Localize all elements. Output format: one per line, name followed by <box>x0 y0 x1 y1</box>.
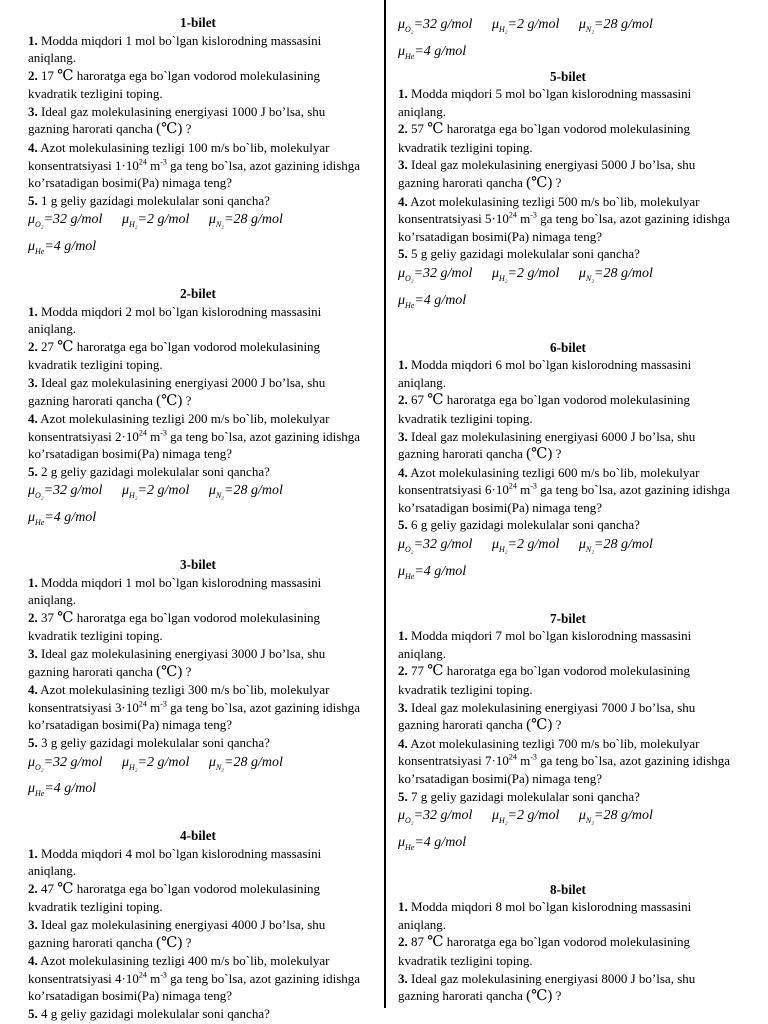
question-4: 4. Azot molekulasining tezligi 300 m/s bo`lib, molekulyar konsentratsiyasi $3\cdot 10^{24}$ $m^{-3}$ ga teng bo`lsa, azot gazining idishga ko’rsatadigan bosimi(Pa) nimaga teng? <box>28 682 361 733</box>
question-2: 2. 27 ℃ haroratga ega bo`lgan vodorod molekulasining kvadratik tezligini toping. <box>28 338 321 373</box>
question-1: 1. Modda miqdori 7 mol bo`lgan kislorodning massasini aniqlang. <box>398 628 692 661</box>
question-2: 2. 47 ℃ haroratga ega bo`lgan vodorod molekulasining kvadratik tezligini toping. <box>28 880 321 915</box>
question-2: 2. 87 ℃ haroratga ega bo`lgan vodorod molekulasining kvadratik tezligini toping. <box>398 934 691 968</box>
question-4: 4. Azot molekulasining tezligi 100 m/s bo`lib, molekulyar konsentratsiyasi $1\cdot 10^{24}$ $m^{-3}$ ga teng bo`lsa, azot gazining idishga ko’rsatadigan bosimi(Pa) nimaga teng? <box>28 140 361 191</box>
question-5: 5. 4 g geliy gazidagi molekulalar soni qancha? <box>28 1005 270 1021</box>
question-2: 2. 37 ℃ haroratga ega bo`lgan vodorod molekulasining kvadratik tezligini toping. <box>28 609 321 644</box>
ticket-8 <box>398 881 738 1006</box>
ticket-title: 1-bilet <box>180 15 216 30</box>
question-1: 1. Modda miqdori 4 mol bo`lgan kislorodning massasini aniqlang. <box>28 845 322 879</box>
ticket-title: 3-bilet <box>180 557 216 573</box>
question-2: 2. 57 ℃ haroratga ega bo`lgan vodorod molekulasining kvadratik tezligini toping. <box>398 121 691 155</box>
ticket-title: 7-bilet <box>550 610 586 626</box>
question-4: 4. Azot molekulasining tezligi 700 m/s bo`lib, molekulyar konsentratsiyasi $7\cdot 10^{24}$ $m^{-3}$ ga teng bo`lsa, azot gazining idishga ko’rsatadigan bosimi(Pa) nimaga teng? <box>398 735 731 786</box>
question-2: 2. 17 ℃ haroratga ega bo`lgan vodorod molekulasining kvadratik tezligini toping. <box>28 67 321 102</box>
question-5: 5. 3 g geliy gazidagi molekulalar soni qancha? <box>28 734 270 750</box>
ticket-1 <box>28 14 368 263</box>
molar-mass-he: $\mu_{He}=4$ g/mol <box>398 292 467 310</box>
question-4: 4. Azot molekulasining tezligi 600 m/s bo`lib, molekulyar konsentratsiyasi $6\cdot 10^{24}$ $m^{-3}$ ga teng bo`lsa, azot gazining idishga ko’rsatadigan bosimi(Pa) nimaga teng? <box>398 464 731 515</box>
molar-mass-he: $\mu_{He}=4$ g/mol <box>398 43 467 61</box>
question-3: 3. Ideal gaz molekulasining energiyasi 5000 J bo’lsa, shu gazning harorati qancha (℃) ? <box>398 157 696 192</box>
molar-mass-he: $\mu_{He}=4$ g/mol <box>398 834 467 852</box>
ticket-4 <box>28 827 368 1022</box>
ticket-title: 8-bilet <box>550 881 586 897</box>
question-1: 1. Modda miqdori 6 mol bo`lgan kislorodning massasini aniqlang. <box>398 357 692 390</box>
molar-mass-he: $\mu_{He}=4$ g/mol <box>28 239 97 257</box>
ticket-title: 6-bilet <box>550 339 586 355</box>
ticket-7 <box>398 610 738 859</box>
ticket-2 <box>28 285 368 534</box>
question-3: 3. Ideal gaz molekulasining energiyasi 7000 J bo’lsa, shu gazning harorati qancha (℃) ? <box>398 699 696 734</box>
molar-mass-line: $\mu_{O_2}=32$ g/mol $\mu_{H_2}=2$ g/mol $\mu_{N_2}=28$ g/mol <box>28 483 283 501</box>
left-column <box>28 14 368 1023</box>
molar-mass-line: $\mu_{O_2}=32$ g/mol $\mu_{H_2}=2$ g/mol $\mu_{N_2}=28$ g/mol <box>398 17 653 34</box>
molar-mass-line: $\mu_{O_2}=32$ g/mol $\mu_{H_2}=2$ g/mol $\mu_{N_2}=28$ g/mol <box>28 212 283 230</box>
question-3: 3. Ideal gaz molekulasining energiyasi 8000 J bo’lsa, shu gazning harorati qancha (℃) ? <box>398 970 696 1005</box>
question-1: 1. Modda miqdori 1 mol bo`lgan kislorodning massasini aniqlang. <box>28 32 322 66</box>
ticket-5 <box>398 68 738 317</box>
question-4: 4. Azot molekulasining tezligi 400 m/s bo`lib, molekulyar konsentratsiyasi $4\cdot 10^{24}$ $m^{-3}$ ga teng bo`lsa, azot gazining idishga ko’rsatadigan bosimi(Pa) nimaga teng? <box>28 953 361 1004</box>
molar-mass-he: $\mu_{He}=4$ g/mol <box>28 781 97 799</box>
molar-mass-he: $\mu_{He}=4$ g/mol <box>398 563 467 581</box>
question-5: 5. 6 g geliy gazidagi molekulalar soni qancha? <box>398 517 640 533</box>
question-2: 2. 77 ℃ haroratga ega bo`lgan vodorod molekulasining kvadratik tezligini toping. <box>398 663 691 697</box>
question-1: 1. Modda miqdori 2 mol bo`lgan kislorodning massasini aniqlang. <box>28 303 322 337</box>
molar-mass-line: $\mu_{O_2}=32$ g/mol $\mu_{H_2}=2$ g/mol $\mu_{N_2}=28$ g/mol <box>398 808 653 825</box>
molar-mass-he: $\mu_{He}=4$ g/mol <box>28 510 97 528</box>
molar-mass-line: $\mu_{O_2}=32$ g/mol $\mu_{H_2}=2$ g/mol $\mu_{N_2}=28$ g/mol <box>398 537 653 554</box>
question-3: 3. Ideal gaz molekulasining energiyasi 2000 J bo’lsa, shu gazning harorati qancha (℃) ? <box>28 374 326 409</box>
ticket-6 <box>398 339 738 588</box>
question-5: 5. 2 g geliy gazidagi molekulalar soni qancha? <box>28 463 270 479</box>
question-1: 1. Modda miqdori 8 mol bo`lgan kislorodning massasini aniqlang. <box>398 899 692 932</box>
ticket-title: 2-bilet <box>180 286 216 302</box>
ticket-title: 4-bilet <box>180 828 216 844</box>
question-4: 4. Azot molekulasining tezligi 500 m/s bo`lib, molekulyar konsentratsiyasi $5\cdot 10^{24}$ $m^{-3}$ ga teng bo`lsa, azot gazining idishga ko’rsatadigan bosimi(Pa) nimaga teng? <box>398 193 731 244</box>
column-divider <box>384 0 386 1008</box>
question-1: 1. Modda miqdori 5 mol bo`lgan kislorodning massasini aniqlang. <box>398 86 692 119</box>
concentration-value: $1\cdot 10^{24}$ <box>115 157 147 173</box>
right-column <box>398 14 738 1006</box>
question-2: 2. 67 ℃ haroratga ega bo`lgan vodorod molekulasining kvadratik tezligini toping. <box>398 392 691 426</box>
question-3: 3. Ideal gaz molekulasining energiyasi 4000 J bo’lsa, shu gazning harorati qancha (℃) ? <box>28 916 326 951</box>
question-3: 3. Ideal gaz molekulasining energiyasi 3000 J bo’lsa, shu gazning harorati qancha (℃) ? <box>28 645 326 680</box>
question-3: 3. Ideal gaz molekulasining energiyasi 6000 J bo’lsa, shu gazning harorati qancha (℃) ? <box>398 428 696 463</box>
ticket-3 <box>28 556 368 805</box>
molar-mass-line: $\mu_{O_2}=32$ g/mol $\mu_{H_2}=2$ g/mol $\mu_{N_2}=28$ g/mol <box>28 754 283 772</box>
question-5: 5. 7 g geliy gazidagi molekulalar soni qancha? <box>398 788 640 804</box>
question-3: 3. Ideal gaz molekulasining energiyasi 1000 J bo’lsa, shu gazning harorati qancha (℃) ? <box>28 103 326 138</box>
molar-mass-line: $\mu_{O_2}=32$ g/mol $\mu_{H_2}=2$ g/mol $\mu_{N_2}=28$ g/mol <box>398 266 653 283</box>
question-5: 5. 5 g geliy gazidagi molekulalar soni qancha? <box>398 246 640 262</box>
ticket-title: 5-bilet <box>550 68 586 84</box>
question-4: 4. Azot molekulasining tezligi 200 m/s bo`lib, molekulyar konsentratsiyasi $2\cdot 10^{24}$ $m^{-3}$ ga teng bo`lsa, azot gazining idishga ko’rsatadigan bosimi(Pa) nimaga teng? <box>28 411 361 462</box>
question-1: 1. Modda miqdori 1 mol bo`lgan kislorodning massasini aniqlang. <box>28 574 322 608</box>
question-5: 5. 1 g geliy gazidagi molekulalar soni qancha? <box>28 192 270 208</box>
